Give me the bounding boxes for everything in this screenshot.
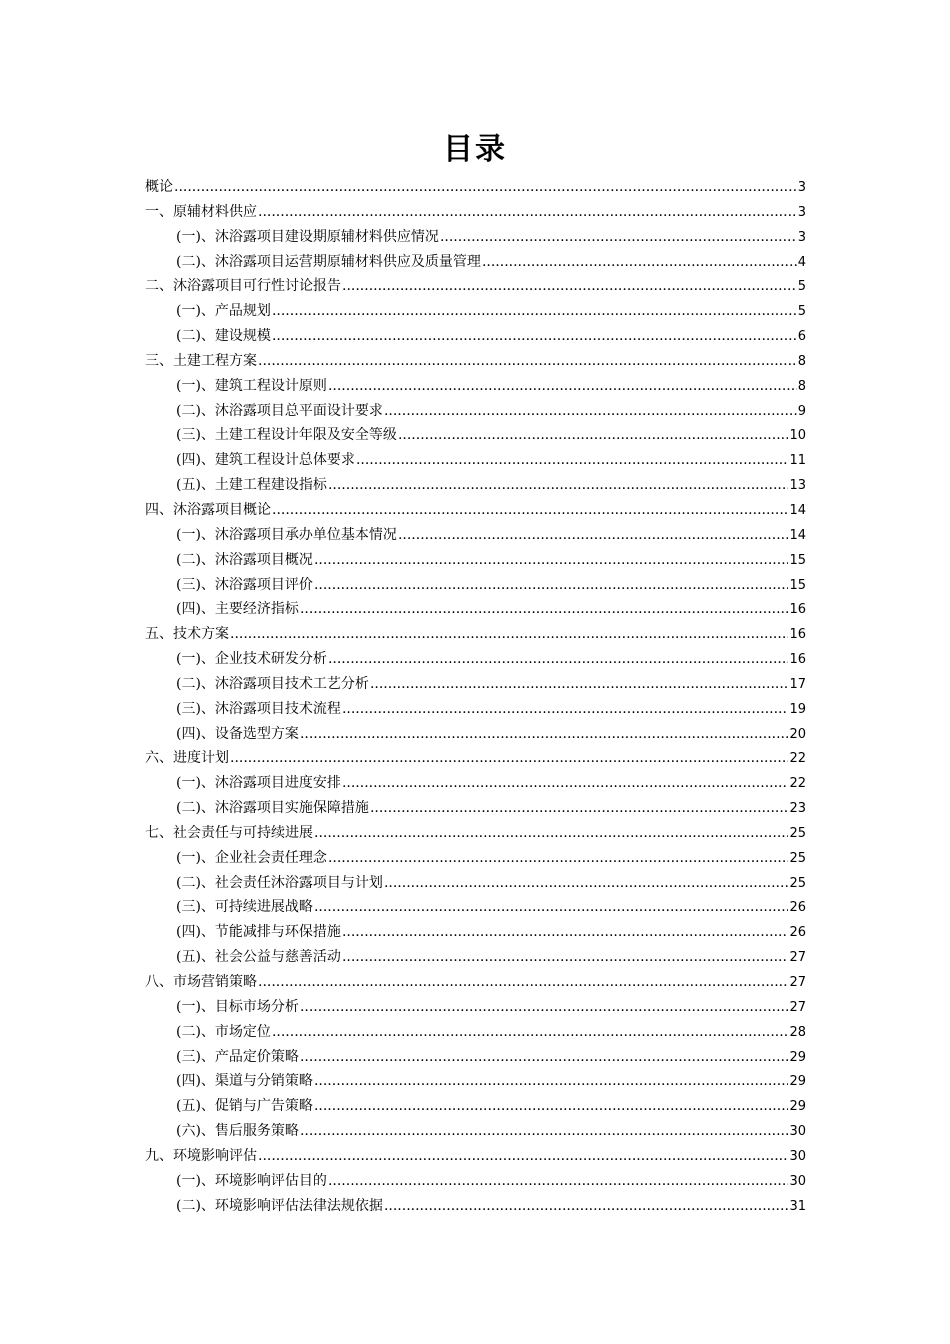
- toc-entry-label: (三)、沐浴露项目技术流程: [176, 700, 341, 717]
- toc-entry-page-number: 25: [789, 850, 806, 866]
- toc-entry-page-number: 14: [789, 502, 806, 518]
- toc-entry-label: 五、技术方案: [145, 626, 229, 643]
- toc-entry-label: 九、环境影响评估: [145, 1147, 257, 1164]
- toc-dot-leader: [300, 1119, 789, 1144]
- toc-dot-leader: [314, 821, 788, 846]
- toc-entry-label: (三)、土建工程设计年限及安全等级: [176, 427, 397, 444]
- toc-entry-section[interactable]: [0, 647, 950, 672]
- toc-entry-chapter[interactable]: [0, 970, 950, 995]
- toc-entry-page-number: 29: [789, 1099, 806, 1115]
- toc-entry-chapter[interactable]: [0, 821, 950, 846]
- toc-dot-leader: [328, 1169, 789, 1194]
- toc-entry-page-number: 30: [789, 1148, 806, 1164]
- toc-entry-section[interactable]: [0, 771, 950, 796]
- toc-entry-page-number: 16: [789, 627, 806, 643]
- toc-entry-label: 四、沐浴露项目概论: [145, 501, 271, 518]
- toc-entry-section[interactable]: [0, 1069, 950, 1094]
- toc-dot-leader: [482, 250, 797, 275]
- toc-entry-section[interactable]: [0, 1094, 950, 1119]
- toc-entry-label: (一)、企业技术研发分析: [176, 651, 327, 668]
- toc-entry-page-number: 31: [789, 1198, 806, 1214]
- toc-entry-page-number: 29: [789, 1049, 806, 1065]
- toc-entry-label: (五)、社会公益与慈善活动: [176, 949, 341, 966]
- toc-entry-label: (二)、市场定位: [176, 1023, 271, 1040]
- toc-dot-leader: [258, 1144, 788, 1169]
- toc-entry-page-number: 22: [789, 776, 806, 792]
- toc-dot-leader: [342, 274, 797, 299]
- toc-dot-leader: [272, 1020, 789, 1045]
- toc-entry-label: (四)、渠道与分销策略: [176, 1073, 313, 1090]
- toc-entry-label: (一)、建筑工程设计原则: [176, 377, 327, 394]
- toc-title: 目录: [443, 132, 507, 167]
- toc-dot-leader: [342, 945, 789, 970]
- toc-entry-page-number: 14: [789, 527, 806, 543]
- toc-entry-section[interactable]: [0, 423, 950, 448]
- toc-entry-section[interactable]: [0, 920, 950, 945]
- toc-dot-leader: [230, 746, 788, 771]
- toc-entry-page-number: 15: [789, 552, 806, 568]
- toc-entry-label: 六、进度计划: [145, 750, 229, 767]
- toc-entry-label: (二)、环境影响评估法律法规依据: [176, 1197, 383, 1214]
- toc-entry-label: (二)、沐浴露项目实施保障措施: [176, 800, 369, 817]
- toc-entry-page-number: 27: [789, 999, 806, 1015]
- toc-entry-section[interactable]: [0, 846, 950, 871]
- toc-entry-label: 一、原辅材料供应: [145, 203, 257, 220]
- toc-entry-label: (一)、目标市场分析: [176, 998, 299, 1015]
- toc-entry-chapter[interactable]: [0, 274, 950, 299]
- toc-entry-page-number: 25: [789, 875, 806, 891]
- toc-entry-page-number: 28: [789, 1024, 806, 1040]
- toc-entry-page-number: 5: [797, 279, 806, 295]
- toc-entry-page-number: 5: [797, 304, 806, 320]
- toc-entry-label: (一)、产品规划: [176, 303, 271, 320]
- toc-entry-section[interactable]: [0, 995, 950, 1020]
- toc-entry-page-number: 16: [789, 602, 806, 618]
- toc-entry-label: 八、市场营销策略: [145, 974, 257, 990]
- toc-dot-leader: [300, 995, 789, 1020]
- toc-dot-leader: [314, 895, 789, 920]
- toc-entry-label: (四)、主要经济指标: [176, 601, 299, 618]
- toc-entry-label: 三、土建工程方案: [145, 352, 257, 369]
- toc-dot-leader: [384, 1194, 789, 1219]
- toc-entry-section[interactable]: [0, 722, 950, 747]
- toc-entry-label: 二、沐浴露项目可行性讨论报告: [145, 278, 341, 295]
- toc-dot-leader: [328, 473, 789, 498]
- toc-entry-section[interactable]: [0, 697, 950, 722]
- toc-dot-leader: [328, 846, 789, 871]
- toc-dot-leader: [370, 672, 789, 697]
- toc-dot-leader: [300, 1045, 789, 1070]
- toc-entry-page-number: 27: [789, 975, 806, 990]
- toc-dot-leader: [370, 796, 789, 821]
- toc-entry-chapter[interactable]: [0, 349, 950, 374]
- toc-entry-label: 概论: [145, 179, 173, 195]
- toc-entry-label: (二)、沐浴露项目概况: [176, 551, 313, 568]
- toc-entry-section[interactable]: [0, 672, 950, 697]
- toc-dot-leader: [258, 200, 797, 225]
- toc-entry-section[interactable]: [0, 448, 950, 473]
- toc-dot-leader: [342, 771, 789, 796]
- toc-dot-leader: [230, 622, 788, 647]
- toc-entry-page-number: 19: [789, 701, 806, 717]
- toc-entry-chapter[interactable]: [0, 622, 950, 647]
- toc-entry-section[interactable]: [0, 399, 950, 424]
- toc-entry-section[interactable]: [0, 473, 950, 498]
- toc-entry-label: (三)、产品定价策略: [176, 1048, 299, 1065]
- toc-entry-label: (二)、沐浴露项目运营期原辅材料供应及质量管理: [176, 253, 481, 270]
- toc-entry-chapter[interactable]: [0, 746, 950, 771]
- toc-dot-leader: [314, 548, 789, 573]
- toc-entry-page-number: 4: [797, 254, 806, 270]
- toc-entry-section[interactable]: [0, 573, 950, 598]
- toc-entry-page-number: 16: [789, 652, 806, 668]
- toc-entry-page-number: 11: [789, 453, 806, 469]
- toc-dot-leader: [272, 324, 797, 349]
- toc-entry-label: (六)、售后服务策略: [176, 1123, 299, 1140]
- toc-entry-label: (一)、企业社会责任理念: [176, 849, 327, 866]
- toc-entry-page-number: 3: [797, 229, 806, 245]
- toc-entry-page-number: 17: [789, 676, 806, 692]
- toc-dot-leader: [314, 1069, 789, 1094]
- toc-entry-section[interactable]: [0, 374, 950, 399]
- toc-list: [0, 175, 950, 1218]
- toc-entry-section[interactable]: [0, 1020, 950, 1045]
- toc-dot-leader: [258, 349, 797, 374]
- toc-entry-page-number: 22: [789, 751, 806, 767]
- toc-entry-section[interactable]: [0, 1194, 950, 1219]
- toc-entry-page-number: 10: [789, 428, 806, 444]
- toc-entry-section[interactable]: [0, 225, 950, 250]
- toc-dot-leader: [258, 970, 788, 995]
- toc-entry-label: (二)、沐浴露项目技术工艺分析: [176, 675, 369, 692]
- toc-entry-label: (二)、社会责任沐浴露项目与计划: [176, 874, 383, 891]
- toc-dot-leader: [314, 1094, 789, 1119]
- toc-entry-label: (一)、沐浴露项目进度安排: [176, 775, 341, 792]
- toc-entry-section[interactable]: [0, 299, 950, 324]
- toc-entry-section[interactable]: [0, 523, 950, 548]
- toc-entry-section[interactable]: [0, 945, 950, 970]
- toc-dot-leader: [300, 597, 789, 622]
- toc-entry-section[interactable]: [0, 871, 950, 896]
- toc-entry-page-number: 8: [797, 353, 806, 369]
- toc-entry-section[interactable]: [0, 250, 950, 275]
- toc-entry-section[interactable]: [0, 324, 950, 349]
- toc-entry-page-number: 9: [797, 403, 806, 419]
- toc-entry-label: (二)、沐浴露项目总平面设计要求: [176, 402, 383, 419]
- toc-entry-page-number: 26: [789, 900, 806, 916]
- toc-entry-section[interactable]: [0, 796, 950, 821]
- toc-entry-page-number: 6: [797, 329, 806, 345]
- toc-dot-leader: [328, 374, 797, 399]
- toc-dot-leader: [384, 399, 797, 424]
- toc-entry-label: (一)、沐浴露项目承办单位基本情况: [176, 526, 397, 543]
- toc-entry-page-number: 3: [797, 204, 806, 220]
- toc-entry-page-number: 8: [797, 378, 806, 394]
- toc-entry-page-number: 26: [789, 925, 806, 941]
- toc-entry-label: (二)、建设规模: [176, 328, 271, 345]
- toc-entry-chapter[interactable]: [0, 498, 950, 523]
- toc-dot-leader: [398, 423, 789, 448]
- toc-entry-label: (一)、环境影响评估目的: [176, 1172, 327, 1189]
- toc-dot-leader: [272, 498, 788, 523]
- toc-dot-leader: [342, 697, 789, 722]
- toc-dot-leader: [398, 523, 789, 548]
- toc-entry-section[interactable]: [0, 597, 950, 622]
- toc-entry-page-number: 23: [789, 801, 806, 817]
- toc-entry-page-number: 25: [789, 825, 806, 841]
- toc-entry-chapter[interactable]: [0, 175, 950, 200]
- toc-entry-chapter[interactable]: [0, 1144, 950, 1169]
- toc-entry-page-number: 3: [797, 180, 806, 195]
- toc-dot-leader: [272, 299, 797, 324]
- toc-entry-label: (三)、沐浴露项目评价: [176, 576, 313, 593]
- toc-entry-section[interactable]: [0, 895, 950, 920]
- toc-entry-section[interactable]: [0, 1169, 950, 1194]
- toc-entry-page-number: 15: [789, 577, 806, 593]
- toc-entry-page-number: 13: [789, 478, 806, 494]
- toc-dot-leader: [174, 175, 797, 200]
- toc-entry-label: (三)、可持续进展战略: [176, 899, 313, 916]
- toc-entry-page-number: 30: [789, 1124, 806, 1140]
- toc-dot-leader: [328, 647, 789, 672]
- toc-dot-leader: [342, 920, 789, 945]
- toc-entry-page-number: 29: [789, 1074, 806, 1090]
- toc-entry-label: (四)、设备选型方案: [176, 725, 299, 742]
- toc-entry-page-number: 27: [789, 950, 806, 966]
- toc-dot-leader: [314, 573, 789, 598]
- toc-entry-label: (四)、建筑工程设计总体要求: [176, 452, 355, 469]
- toc-entry-section[interactable]: [0, 1045, 950, 1070]
- toc-dot-leader: [440, 225, 797, 250]
- toc-entry-section[interactable]: [0, 1119, 950, 1144]
- toc-entry-page-number: 20: [789, 726, 806, 742]
- toc-entry-label: (一)、沐浴露项目建设期原辅材料供应情况: [176, 228, 439, 245]
- toc-dot-leader: [384, 871, 789, 896]
- toc-entry-section[interactable]: [0, 548, 950, 573]
- toc-entry-label: (四)、节能减排与环保措施: [176, 924, 341, 941]
- toc-dot-leader: [356, 448, 789, 473]
- toc-entry-label: 七、社会责任与可持续进展: [145, 824, 313, 841]
- toc-entry-chapter[interactable]: [0, 200, 950, 225]
- toc-dot-leader: [300, 722, 789, 747]
- toc-entry-page-number: 30: [789, 1173, 806, 1189]
- toc-entry-label: (五)、促销与广告策略: [176, 1098, 313, 1115]
- toc-entry-label: (五)、土建工程建设指标: [176, 477, 327, 494]
